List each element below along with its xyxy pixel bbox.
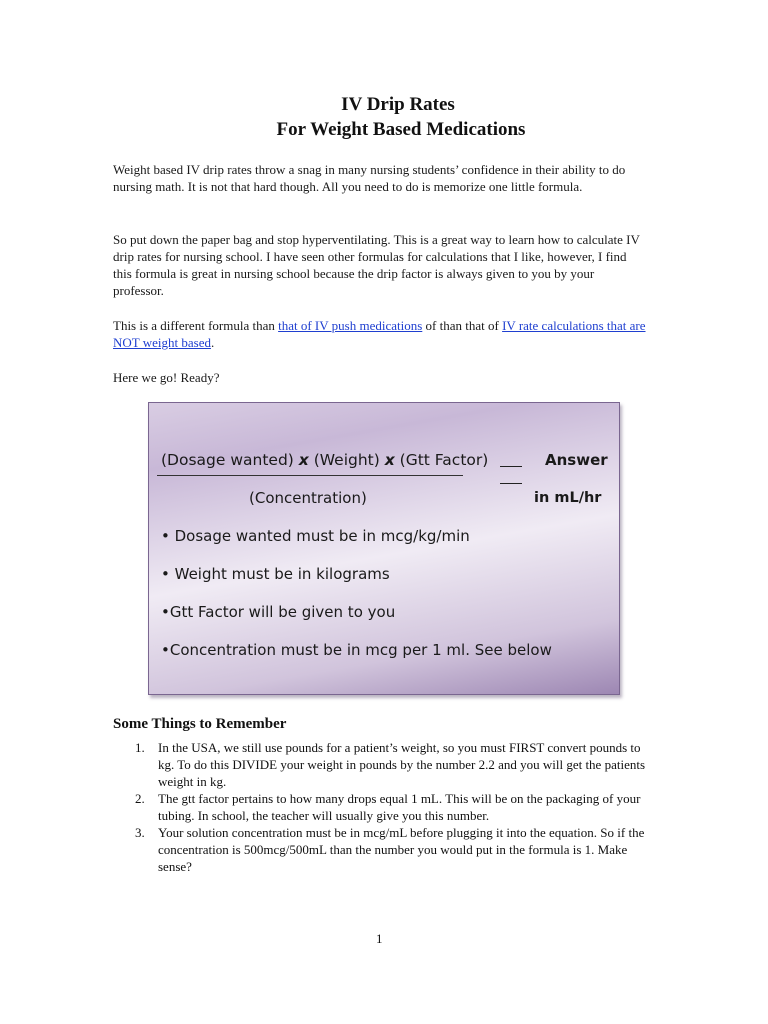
numerator-weight: (Weight) [308,451,385,469]
formula-numerator [161,451,488,469]
list-item-text: Your solution concentration must be in mcg/mL before plugging it into the equation. So if the concentration is 500mcg/500mL than the number you would put in the formula is 1. Make sense? [158,825,645,874]
p3-text-before: This is a different formula than [113,318,279,333]
list-item-text: The gtt factor pertains to how many drops equal 1 mL. This will be on the packaging of your tubing. In school, the teacher will usually give you this number. [158,791,641,823]
intro-paragraph-4: Here we go! Ready? [113,370,220,385]
equals-sign-bottom [500,483,522,484]
numerator-dosage: (Dosage wanted) [161,451,299,469]
formula-slide [148,402,620,695]
p3-text-middle: of than that of [422,318,503,333]
remember-list [113,739,653,875]
formula-denominator: (Concentration) [249,489,367,507]
formula-bullet-4: •Concentration must be in mcg per 1 ml. See below [161,641,552,659]
list-item-number: 2. [135,791,145,806]
formula-unit: in mL/hr [534,490,602,506]
page-number: 1 [376,931,383,946]
numerator-times-2: x [384,451,395,469]
intro-paragraph-2: So put down the paper bag and stop hyperventilating. This is a great way to learn how to calculate IV drip rates for nursing school. I have seen other formulas for calculations that I like, however, I find this formula is great in nursing school because the drip factor is always given to you by your professor. [113,232,640,298]
list-item-number: 3. [135,825,145,840]
formula-bullet-3: •Gtt Factor will be given to you [161,603,396,621]
formula-answer: Answer [545,451,608,469]
intro-paragraph-1: Weight based IV drip rates throw a snag in many nursing students’ confidence in their ability to do nursing math. It is not that hard though. All you need to do is memorize one little formula. [113,162,626,194]
formula-bullet-1: • Dosage wanted must be in mcg/kg/min [161,527,470,545]
fraction-bar [157,475,463,476]
page-title: IV Drip Rates [341,94,455,115]
formula-bullet-2: • Weight must be in kilograms [161,565,390,583]
section-heading-remember: Some Things to Remember [113,716,287,732]
p3-text-after: . [210,335,215,350]
numerator-gtt-factor: (Gtt Factor) [394,451,489,469]
list-item-number: 1. [135,740,145,755]
list-item [113,739,653,790]
list-item [113,824,653,875]
iv-rate-calculations-link[interactable]: IV rate calculations that are NOT weight based [113,318,646,350]
equals-sign-top [500,466,522,467]
list-item-text: In the USA, we still use pounds for a patient’s weight, so you must FIRST convert pounds to kg. To do this DIVIDE your weight in pounds by the number 2.2 and you will get the patients weight in kg. [158,740,646,789]
numerator-times-1: x [298,451,309,469]
page-subtitle: For Weight Based Medications [276,119,526,140]
intro-paragraph-3 [113,317,648,351]
list-item [113,790,653,824]
iv-push-medications-link[interactable]: that of IV push medications [278,318,423,333]
